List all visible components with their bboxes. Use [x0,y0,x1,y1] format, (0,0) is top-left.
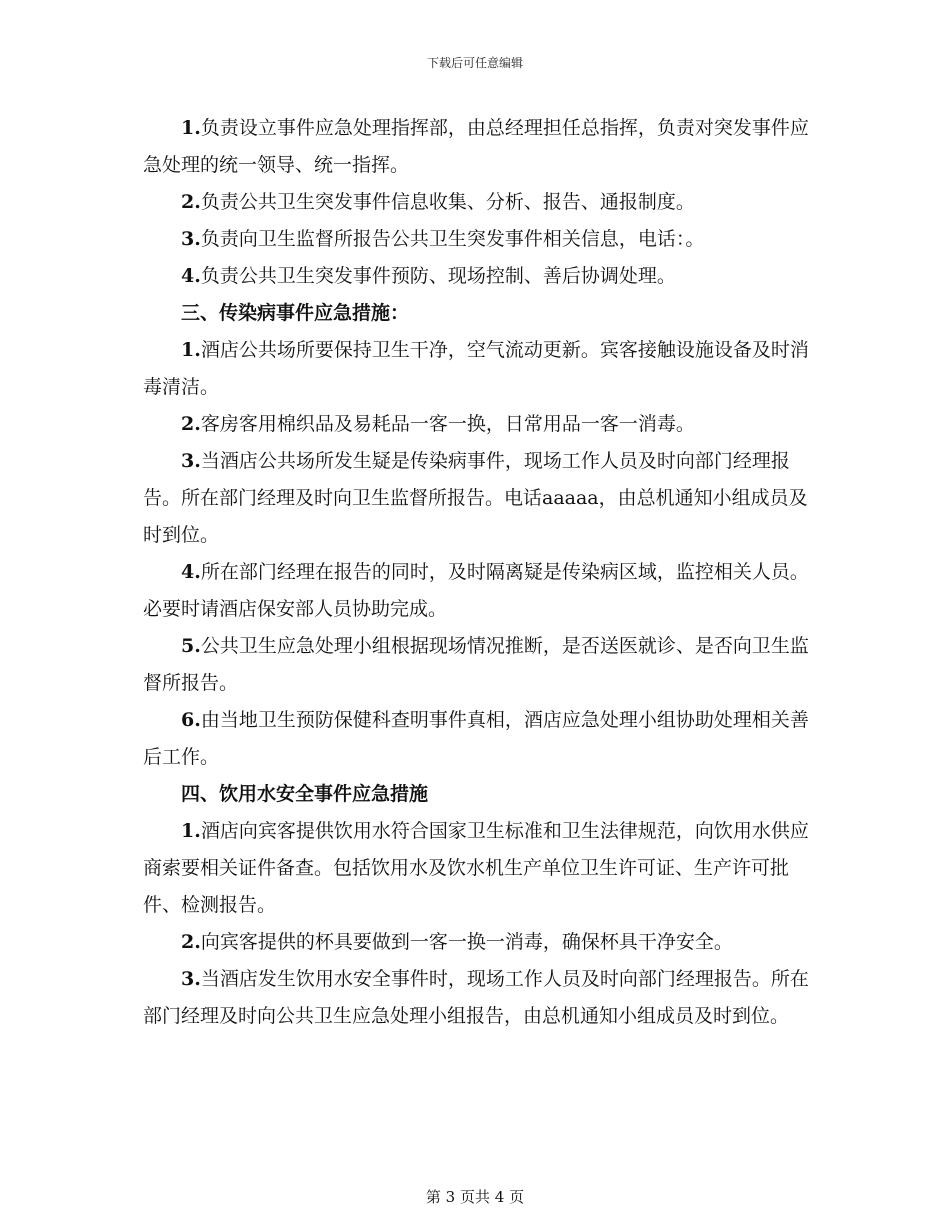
paragraph [143,184,813,221]
item-number: 2. [181,413,201,435]
paragraph-text: 由当地卫生预防保健科查明事件真相，酒店应急处理小组协助处理相关善后工作。 [143,709,809,768]
paragraph-text: 当酒店发生饮用水安全事件时，现场工作人员及时向部门经理报告。所在部门经理及时向公共卫生应急处理小组报告，由总机通知小组成员及时到位。 [143,968,809,1027]
paragraph [143,110,813,184]
item-number: 3. [181,228,201,250]
paragraph [143,702,813,776]
page-header: 下载后可任意编辑 [426,56,523,70]
paragraph-text: 当酒店公共场所发生疑是传染病事件，现场工作人员及时向部门经理报告。所在部门经理及时向卫生监督所报告。电话aaaaa，由总机通知小组成员及时到位。 [143,450,808,546]
paragraph [143,961,813,1035]
item-number: 4. [181,265,201,287]
paragraph [143,813,813,924]
paragraph [143,628,813,702]
document-body [143,110,813,1035]
item-number: 2. [181,931,201,953]
paragraph [143,443,813,554]
item-number: 5. [181,635,201,657]
paragraph-text: 酒店公共场所要保持卫生干净，空气流动更新。宾客接触设施设备及时消毒清洁。 [143,339,809,398]
section-heading: 三、传染病事件应急措施： [181,302,410,324]
paragraph-text: 酒店向宾客提供饮用水符合国家卫生标准和卫生法律规范，向饮用水供应商索要相关证件备查。包括饮用水及饮水机生产单位卫生许可证、生产许可批件、检测报告。 [143,820,809,916]
item-number: 3. [181,968,201,990]
item-number: 1. [181,339,201,361]
section-heading: 四、饮用水安全事件应急措施 [181,783,429,805]
paragraph [143,924,813,961]
item-number: 2. [181,191,201,213]
paragraph [143,406,813,443]
paragraph-text: 向宾客提供的杯具要做到一客一换一消毒，确保杯具干净安全。 [200,931,733,953]
paragraph [143,258,813,295]
paragraph-text: 所在部门经理在报告的同时，及时隔离疑是传染病区域，监控相关人员。必要时请酒店保安部人员协助完成。 [143,561,809,620]
paragraph-text: 负责公共卫生突发事件预防、现场控制、善后协调处理。 [200,265,676,287]
item-number: 6. [181,709,201,731]
paragraph-text: 公共卫生应急处理小组根据现场情况推断，是否送医就诊、是否向卫生监督所报告。 [143,635,809,694]
paragraph [143,221,813,258]
paragraph-text: 客房客用棉织品及易耗品一客一换，日常用品一客一消毒。 [200,413,695,435]
item-number: 1. [181,820,201,842]
item-number: 3. [181,450,201,472]
paragraph [143,332,813,406]
paragraph-text: 负责向卫生监督所报告公共卫生突发事件相关信息，电话：。 [200,228,705,250]
page-footer: 第 3 页共 4 页 [425,1188,525,1206]
item-number: 4. [181,561,201,583]
paragraph-text: 负责设立事件应急处理指挥部，由总经理担任总指挥，负责对突发事件应急处理的统一领导、统一指挥。 [143,117,809,176]
paragraph [143,554,813,628]
paragraph-text: 负责公共卫生突发事件信息收集、分析、报告、通报制度。 [200,191,695,213]
item-number: 1. [181,117,201,139]
